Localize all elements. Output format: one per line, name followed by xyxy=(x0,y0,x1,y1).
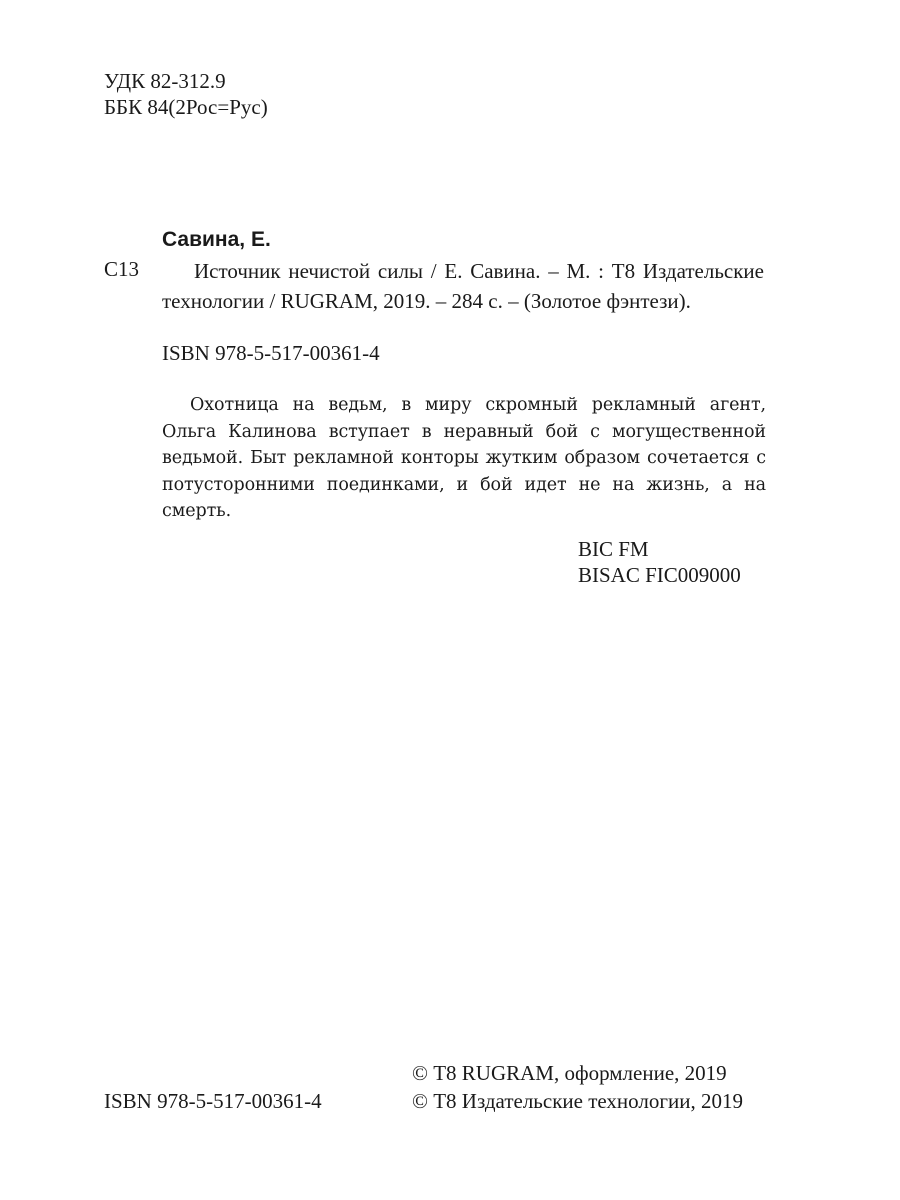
copyright-publisher: © Т8 Издательские технологии, 2019 xyxy=(412,1089,743,1113)
bbk-code: ББК 84(2Рос=Рус) xyxy=(104,95,268,119)
bisac-code: BISAC FIC009000 xyxy=(578,563,741,587)
isbn-footer: ISBN 978-5-517-00361-4 xyxy=(104,1089,322,1113)
book-annotation: Охотница на ведьм, в миру скромный рекламный агент, Ольга Калинова вступает в неравный бой с могущественной ведьмой. Быт рекламной конторы жутким образом сочетается с потусторонними поединками, и бой идет не на жизнь, а на смерть. xyxy=(162,395,766,521)
isbn-entry: ISBN 978-5-517-00361-4 xyxy=(162,341,380,365)
author-heading: Савина, Е. xyxy=(162,228,271,251)
author-code: С13 xyxy=(104,257,140,281)
bibliographic-description: Источник нечистой силы / Е. Савина. – М. : Т8 Издательские технологии / RUGRAM, 2019. – 284 с. – (Золотое фэнтези). xyxy=(162,259,764,313)
udc-code: УДК 82-312.9 xyxy=(104,69,226,93)
bic-code: BIC FM xyxy=(578,537,649,561)
copyright-design: © Т8 RUGRAM, оформление, 2019 xyxy=(412,1061,727,1085)
